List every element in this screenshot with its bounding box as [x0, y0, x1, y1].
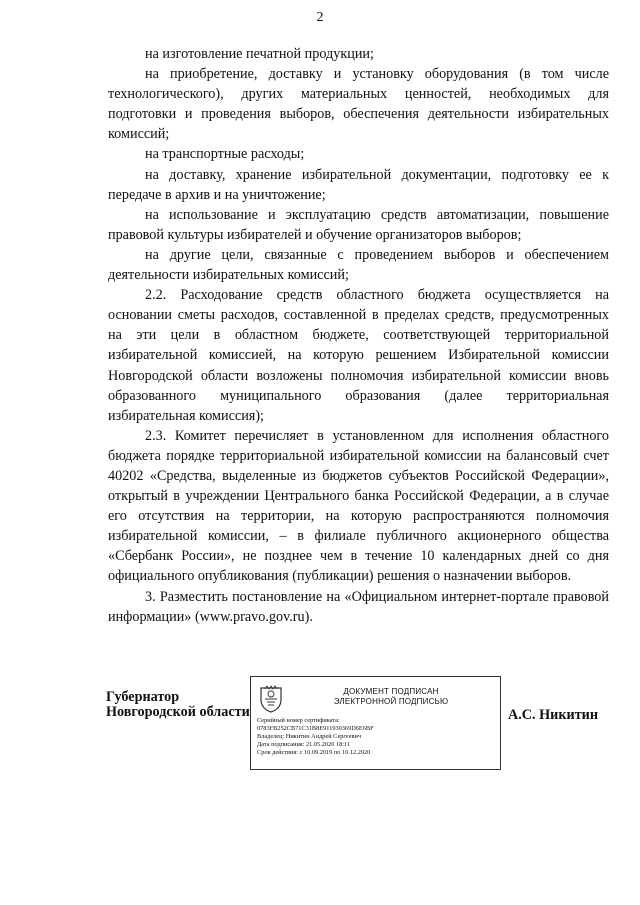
signatory-position	[106, 690, 250, 720]
coat-of-arms-icon	[259, 685, 283, 713]
stamp-serial: 0783FB252CB71C31B8E911930369D6E6BF	[257, 725, 374, 733]
paragraph-5: на использование и эксплуатацию средств автоматизации, повышение правовой культуры избирателей и обучение организаторов выборов;	[108, 206, 609, 243]
signatory-position-line2: Новгородской области	[106, 704, 250, 720]
electronic-signature-stamp	[250, 676, 501, 770]
page-number: 2	[316, 10, 324, 25]
paragraph-6: на другие цели, связанные с проведением выборов и обеспечением деятельности избирательных комиссий;	[108, 246, 609, 284]
signatory-position-line1: Губернатор	[106, 689, 180, 705]
stamp-signed-date: Дата подписания: 21.05.2020 18:11	[257, 741, 351, 749]
document-body	[108, 44, 609, 627]
stamp-owner: Владелец: Никитин Андрей Сергеевич	[257, 733, 362, 741]
paragraph-2-3: 2.3. Комитет перечисляет в установленном для исполнения областного бюджета порядке территориальной избирательной комиссии на балансовый счет 40202 «Средства, выделенные из бюджетов субъектов Российской Федерации», открытый в учреждении Центрального банка Российской Федерации, а в случае его отсутствия на территории, на которую распространяются полномочия избирательной комиссии, – в филиале публичного акционерного общества «Сбербанк России», не позднее чем в течение 10 календарных дней со дня официального опубликования (публикации) решения о назначении выборов.	[108, 427, 609, 585]
paragraph-3-publish: 3. Разместить постановление на «Официальном интернет-портале правовой информации» (www.pravo.gov.ru).	[108, 588, 609, 625]
stamp-validity: Срок действия: с 10.09.2019 по 10.12.2020	[257, 749, 371, 757]
stamp-details	[257, 717, 374, 757]
paragraph-2: на приобретение, доставку и установку оборудования (в том числе технологического), других материальных ценностей, необходимых для подготовки и проведения выборов, обеспечения деятельности избирательных комиссий;	[108, 66, 609, 143]
stamp-title	[291, 687, 491, 707]
paragraph-4: на доставку, хранение избирательной документации, подготовку ее к передаче в архив и на уничтожение;	[108, 166, 609, 203]
stamp-title-line1: ДОКУМЕНТ ПОДПИСАН	[343, 687, 439, 696]
paragraph-2-2: 2.2. Расходование средств областного бюджета осуществляется на основании сметы расходов, составленной в пределах средств, предусмотренных на эти цели в областном бюджете, соответствующей территориальной избирательной комиссией, на которую решением Избирательной комиссии Новгородской области возложены полномочия избирательной комиссии вновь образованного муниципального образования (далее территориальная избирательная комиссия);	[108, 287, 609, 424]
signatory-name: А.С. Никитин	[508, 707, 599, 723]
stamp-title-line2: ЭЛЕКТРОННОЙ ПОДПИСЬЮ	[333, 697, 449, 706]
stamp-serial-label: Серийный номер сертификата:	[257, 717, 340, 724]
paragraph-3: на транспортные расходы;	[145, 146, 305, 163]
paragraph-1: на изготовление печатной продукции;	[145, 46, 374, 62]
